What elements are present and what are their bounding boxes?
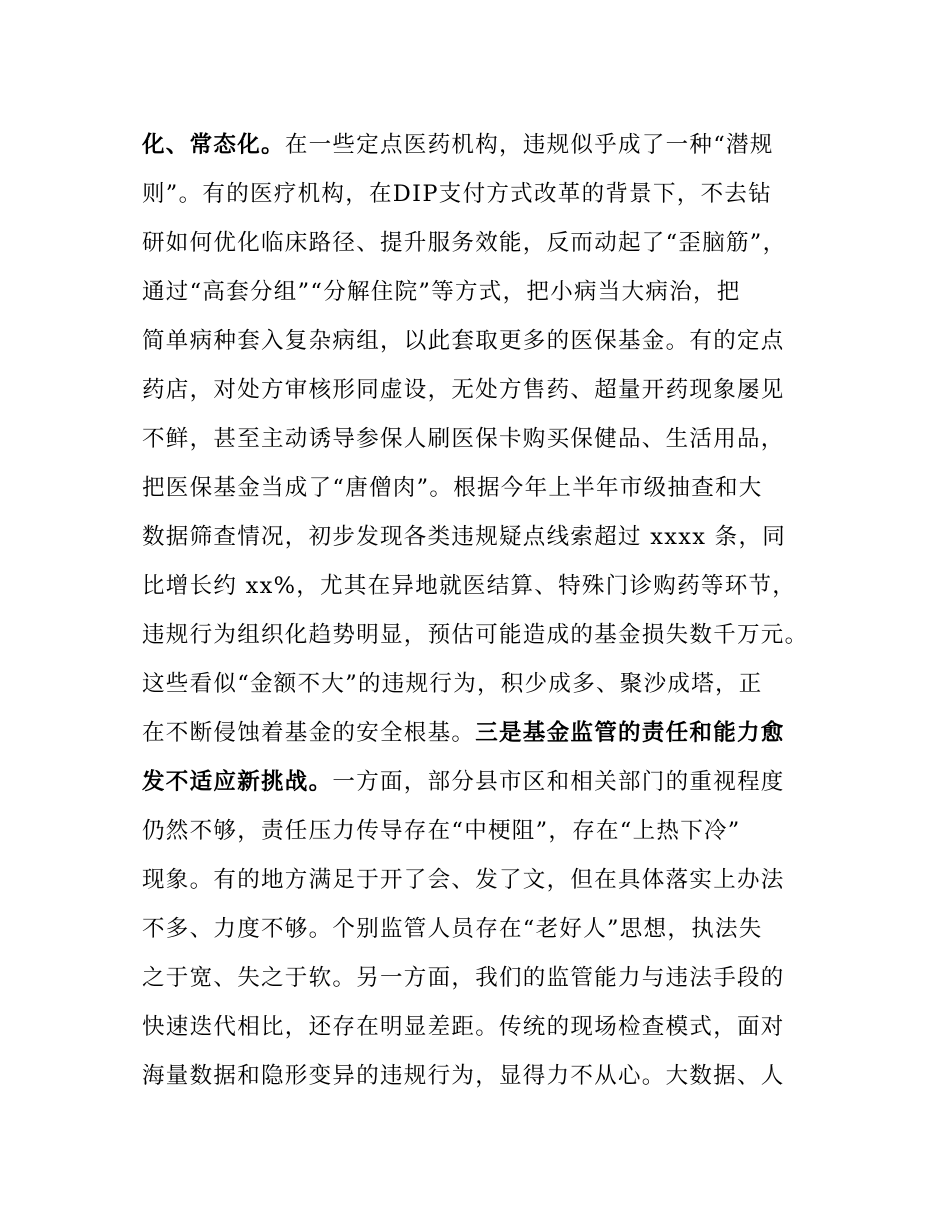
text-line-18: [142, 954, 842, 1003]
text-line-7: [142, 415, 842, 464]
text-line-10: [142, 562, 842, 611]
bold-run: 发不适应新挑战。: [142, 769, 333, 795]
text-line-19: [142, 1003, 842, 1052]
text-run: 不鲜，甚至主动诱导参保人刷医保卡购买保健品、生活用品，: [142, 426, 785, 452]
text-run: 把医保基金当成了“唐僧肉”。根据今年上半年市级抽查和大: [142, 475, 763, 501]
bold-run: 化、常态化。: [142, 132, 285, 158]
text-line-15: [142, 807, 842, 856]
text-run: 研如何优化临床路径、提升服务效能，反而动起了“歪脑筋”，: [142, 230, 787, 256]
text-run: 现象。有的地方满足于开了会、发了文，但在具体落实上办法: [142, 867, 785, 893]
text-run: 在一些定点医药机构，违规似乎成了一种“潜规: [284, 132, 774, 158]
text-run: 海量数据和隐形变异的违规行为，显得力不从心。大数据、人: [142, 1063, 785, 1089]
text-line-17: [142, 905, 842, 954]
text-run: 快速迭代相比，还存在明显差距。传统的现场检查模式，面对: [142, 1014, 785, 1040]
text-run: 通过“高套分组”“分解住院”等方式，把小病当大病治，把: [142, 279, 741, 305]
text-line-5: [142, 317, 842, 366]
text-run: 简单病种套入复杂病组，以此套取更多的医保基金。有的定点: [142, 328, 785, 354]
text-run: 在不断侵蚀着基金的安全根基。: [142, 720, 476, 746]
text-run: 仍然不够，责任压力传导存在“中梗阻”，存在“上热下冷”: [142, 818, 741, 844]
text-line-1: [142, 121, 842, 170]
text-line-8: [142, 464, 842, 513]
text-line-13: [142, 709, 842, 758]
text-run: 一方面，部分县市区和相关部门的重视程度: [332, 769, 785, 795]
text-run: 比增长约 xx%，尤其在异地就医结算、特殊门诊购药等环节，: [142, 573, 797, 599]
text-line-11: [142, 611, 842, 660]
bold-run: 三是基金监管的责任和能力愈: [475, 720, 785, 746]
text-line-4: [142, 268, 842, 317]
text-run: 这些看似“金额不大”的违规行为，积少成多、聚沙成塔，正: [142, 671, 763, 697]
text-line-12: [142, 660, 842, 709]
text-line-3: [142, 219, 842, 268]
text-run: 之于宽、失之于软。另一方面，我们的监管能力与违法手段的: [142, 965, 785, 991]
text-run: 则”。有的医疗机构，在DIP支付方式改革的背景下，不去钻: [142, 181, 772, 207]
body-text: [142, 121, 842, 1101]
text-line-2: [142, 170, 842, 219]
text-line-9: [142, 513, 842, 562]
text-line-20: [142, 1052, 842, 1101]
text-run: 数据筛查情况，初步发现各类违规疑点线索超过 xxxx 条，同: [142, 524, 787, 550]
text-run: 不多、力度不够。个别监管人员存在“老好人”思想，执法失: [142, 916, 763, 942]
text-line-14: [142, 758, 842, 807]
text-line-16: [142, 856, 842, 905]
text-run: 违规行为组织化趋势明显，预估可能造成的基金损失数千万元。: [142, 622, 809, 648]
text-run: 药店，对处方审核形同虚设，无处方售药、超量开药现象屡见: [142, 377, 785, 403]
text-line-6: [142, 366, 842, 415]
